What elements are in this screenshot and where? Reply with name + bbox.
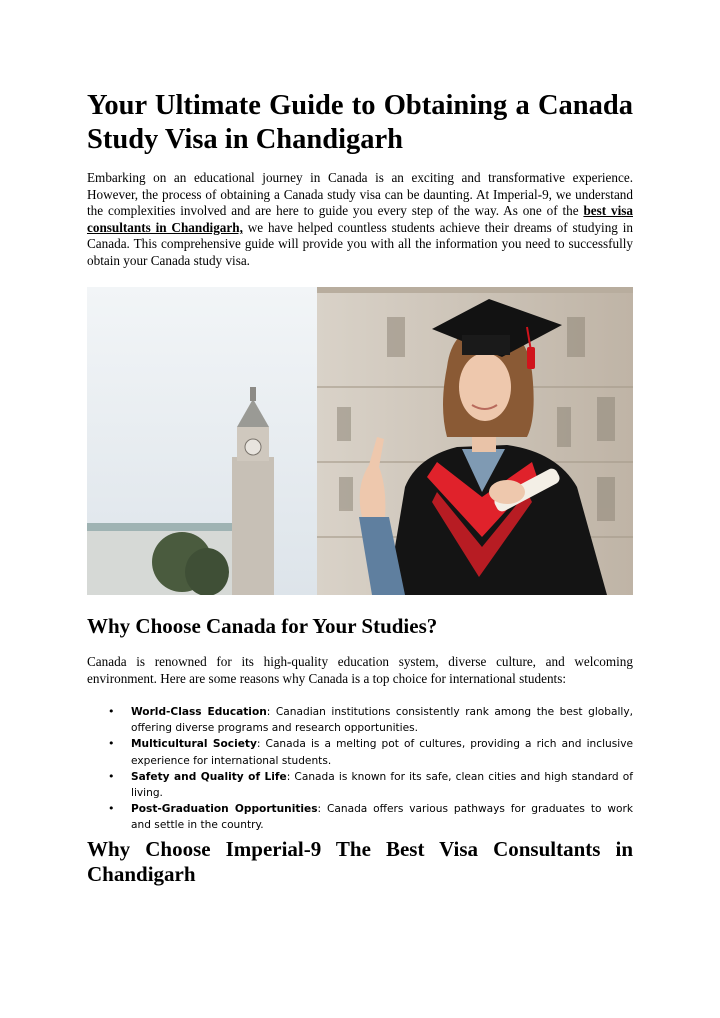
list-item-text: : Canadian institutions consistently rank among the best globally, offering diverse programs and research opportunities. [131,706,633,735]
reasons-list [87,704,633,834]
list-item-text: : Canada is a melting pot of cultures, providing a rich and inclusive experience for international students. [131,738,633,767]
list-item-label: Post-Graduation Opportunities [131,803,318,816]
list-item [87,704,633,736]
list-item [87,801,633,833]
intro-text-end: we have helped countless students achieve their dreams of studying in Canada. This comprehensive guide will provide you with all the information you need to successfully obtain your Canada study visa. [87,219,633,268]
bullet-icon: • [108,705,115,718]
section-heading-why-canada: Why Choose Canada for Your Studies? [87,614,438,638]
list-item-label: Safety and Quality of Life [131,770,287,783]
list-item-text: : Canada is known for its safe, clean cities and high standard of living. [131,770,634,800]
list-item-label: World-Class Education [131,706,267,718]
section-heading-why-imperial-9: Why Choose Imperial-9 The Best Visa Consultants in Chandigarh [87,837,633,886]
list-item-text: : Canada offers various pathways for graduates to work and settle in the country. [131,803,633,832]
bullet-icon: • [108,802,115,816]
bullet-icon: • [108,737,115,751]
intro-paragraph [87,170,633,270]
bullet-icon: • [108,769,115,783]
graduate-photo-icon [87,287,633,595]
graduate-photo [87,287,633,595]
page-title: Your Ultimate Guide to Obtaining a Canada Study Visa in Chandigarh [87,90,633,155]
best-visa-consultants-link[interactable]: best visa consultants in Chandigarh, [87,203,633,235]
list-item [87,736,633,768]
list-item [87,769,633,801]
why-canada-paragraph: Canada is renowned for its high-quality education system, diverse culture, and welcoming environment. Here are some reasons why Canada is a top choice for international students: [87,654,633,686]
intro-text-start: Embarking on an educational journey in Canada is an exciting and transformative experience. However, the process of obtaining a Canada study visa can be daunting. At Imperial-9, we understand the complexities involved and are here to guide you every step of the way. As one of the [87,170,633,219]
list-item-label: Multicultural Society [131,738,257,751]
